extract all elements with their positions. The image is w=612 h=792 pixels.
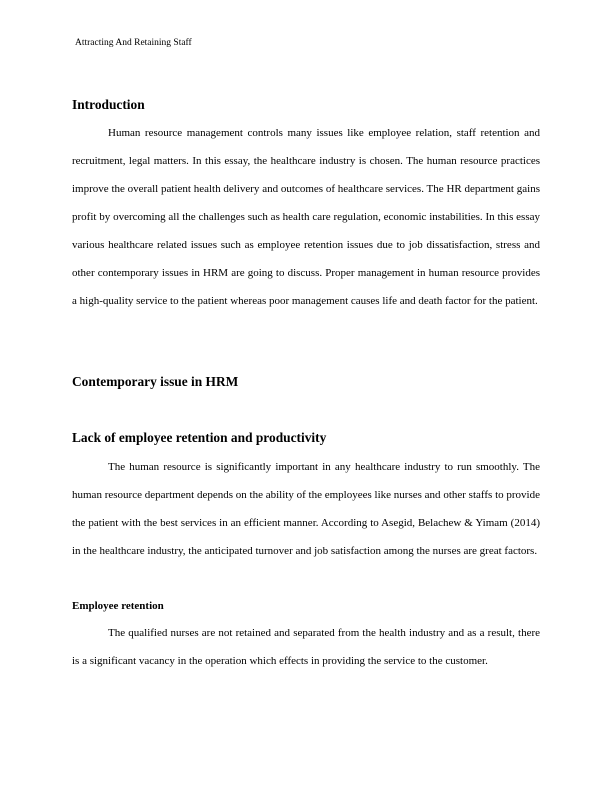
introduction-paragraph: Human resource management controls many issues like employee relation, staff retention and recruitment, legal matters. In this essay, the healthcare industry is chosen. The human resource practices improve the overall patient health delivery and outcomes of healthcare services. The HR department gains profit by overcoming all the challenges such as health care regulation, economic instabilities. In this essay various healthcare related issues such as employee retention issues due to job dissatisfaction, stress and other contemporary issues in HRM are going to discuss. Proper management in human resource provides a high-quality service to the patient whereas poor management causes life and death factor for the patient. xyxy=(72,127,540,307)
running-head: Attracting And Retaining Staff xyxy=(75,38,192,48)
retention-productivity-heading: Lack of employee retention and productivity xyxy=(72,430,327,445)
introduction-heading: Introduction xyxy=(72,97,145,112)
contemporary-heading: Contemporary issue in HRM xyxy=(72,374,239,389)
employee-retention-paragraph: The qualified nurses are not retained and separated from the health industry and as a result, there is a significant vacancy in the operation which effects in providing the service to the customer. xyxy=(72,627,540,667)
employee-retention-heading: Employee retention xyxy=(72,600,164,612)
retention-productivity-paragraph: The human resource is significantly important in any healthcare industry to run smoothly. The human resource department depends on the ability of the employees like nurses and other staffs to provide the patient with the best services in an efficient manner. According to Asegid, Belachew & Yimam (2014) in the healthcare industry, the anticipated turnover and job satisfaction among the nurses are great factors. xyxy=(72,461,540,557)
